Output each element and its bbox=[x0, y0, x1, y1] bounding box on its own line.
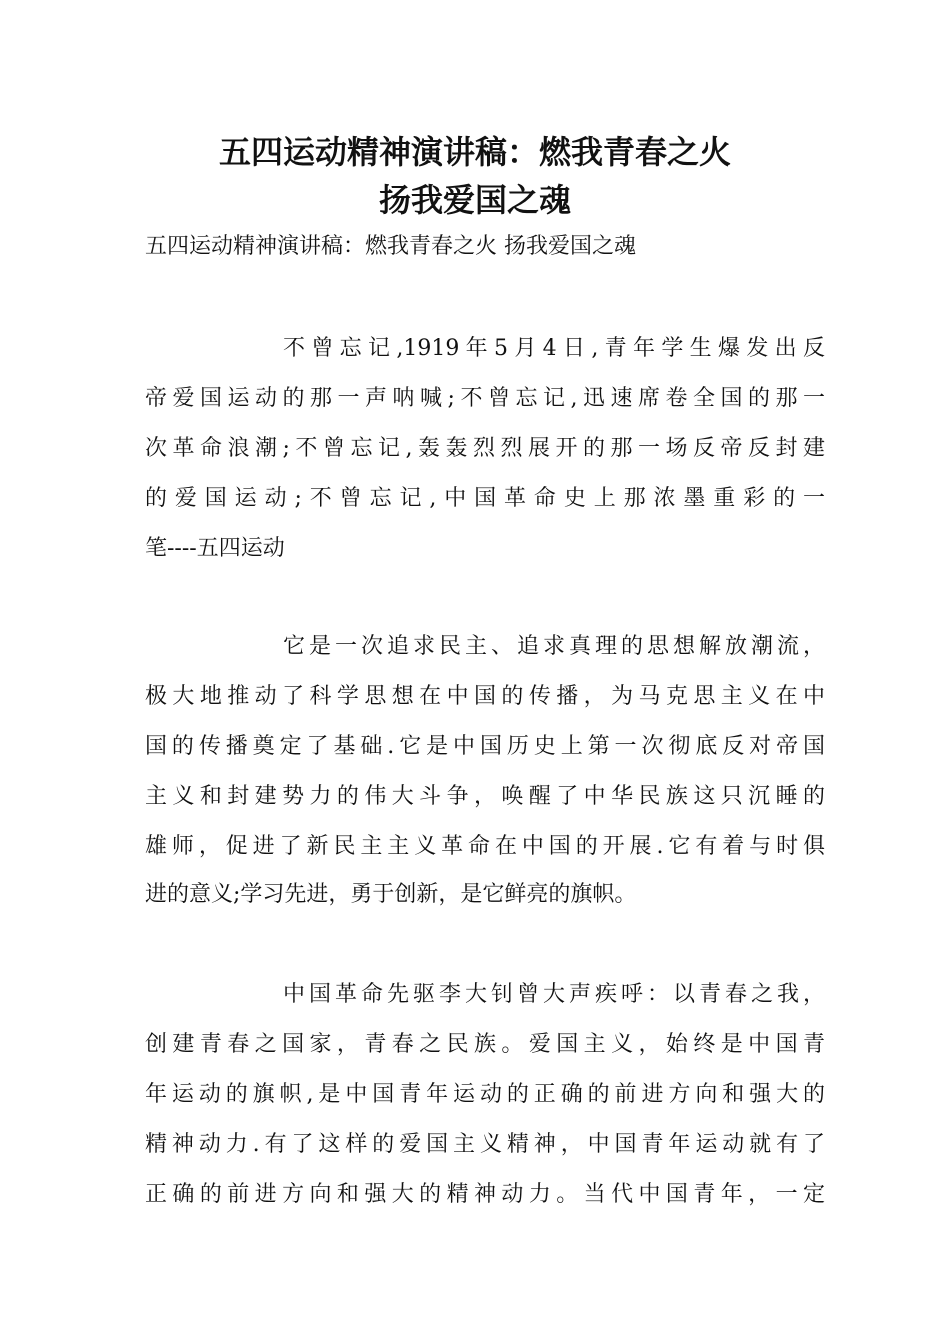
document-title-line-1: 五四运动精神演讲稿：燃我青春之火 bbox=[218, 133, 731, 171]
document-title-line-2: 扬我爱国之魂 bbox=[378, 181, 571, 219]
paragraph-3-line-5: 正确的前进方向和强大的精神动力。当代中国青年，一定 bbox=[145, 1182, 825, 1207]
paragraph-1-line-4: 的爱国运动;不曾忘记,中国革命史上那浓墨重彩的一 bbox=[145, 486, 825, 511]
paragraph-3-line-3: 年运动的旗帜,是中国青年运动的正确的前进方向和强大的 bbox=[145, 1082, 825, 1107]
paragraph-1-line-5: 笔----五四运动 bbox=[145, 536, 285, 561]
paragraph-3-line-2: 创建青春之国家，青春之民族。爱国主义，始终是中国青 bbox=[145, 1032, 825, 1057]
paragraph-1-line-2: 帝爱国运动的那一声呐喊;不曾忘记,迅速席卷全国的那一 bbox=[145, 386, 825, 411]
paragraph-2-line-3: 国的传播奠定了基础.它是中国历史上第一次彻底反对帝国 bbox=[145, 734, 825, 759]
paragraph-2-line-5: 雄师，促进了新民主主义革命在中国的开展.它有着与时俱 bbox=[145, 834, 825, 859]
paragraph-2-line-6: 进的意义;学习先进，勇于创新，是它鲜亮的旗帜。 bbox=[145, 882, 637, 907]
paragraph-2-line-2: 极大地推动了科学思想在中国的传播，为马克思主义在中 bbox=[145, 684, 825, 709]
paragraph-2-line-1: 它是一次追求民主、追求真理的思想解放潮流， bbox=[283, 634, 825, 659]
paragraph-3-line-4: 精神动力.有了这样的爱国主义精神，中国青年运动就有了 bbox=[145, 1132, 825, 1157]
document-subtitle: 五四运动精神演讲稿：燃我青春之火 扬我爱国之魂 bbox=[145, 234, 636, 259]
paragraph-1-line-3: 次革命浪潮;不曾忘记,轰轰烈烈展开的那一场反帝反封建 bbox=[145, 436, 825, 461]
paragraph-2-line-4: 主义和封建势力的伟大斗争，唤醒了中华民族这只沉睡的 bbox=[145, 784, 825, 809]
paragraph-1-line-1: 不曾忘记,1919年5月4日,青年学生爆发出反 bbox=[283, 336, 825, 361]
paragraph-3-line-1: 中国革命先驱李大钊曾大声疾呼：以青春之我， bbox=[283, 982, 825, 1007]
